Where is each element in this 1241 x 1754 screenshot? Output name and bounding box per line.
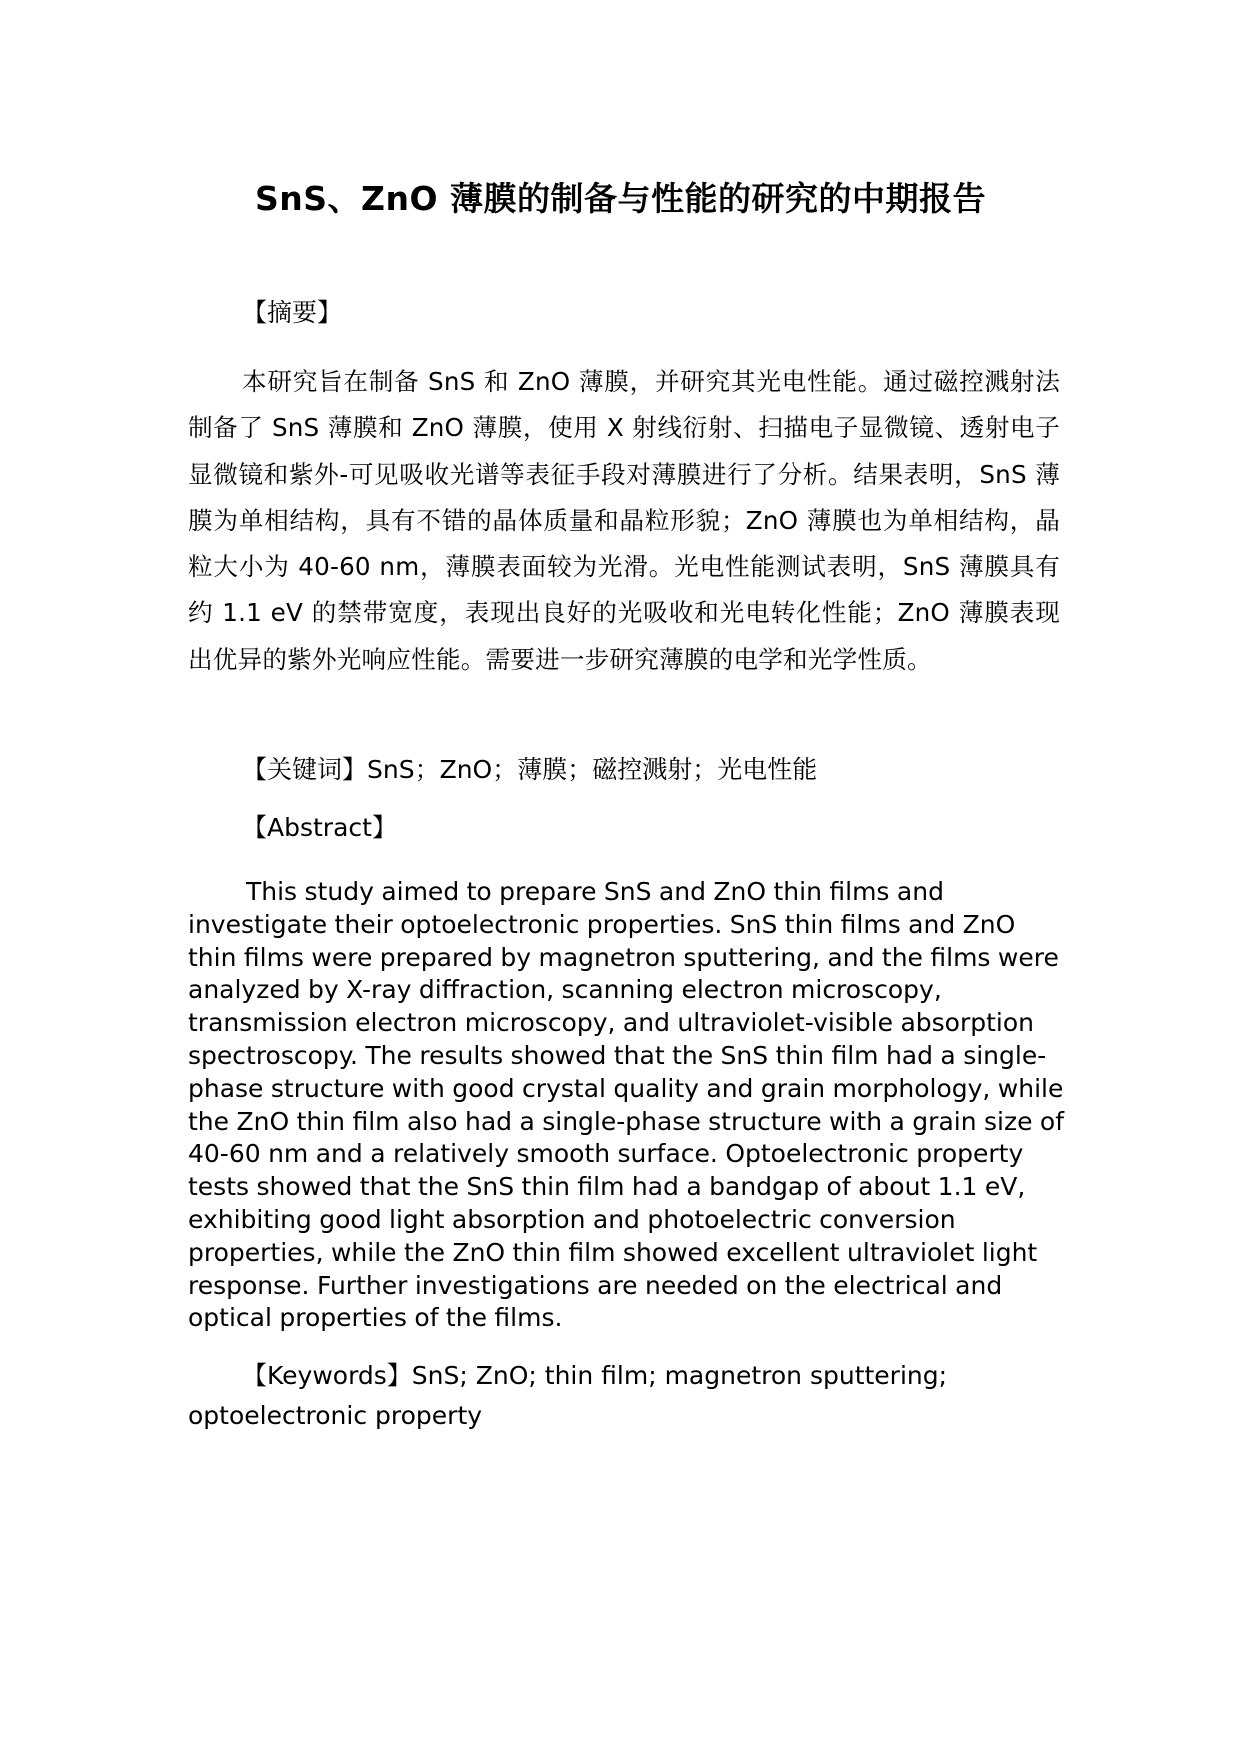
page-title: SnS、ZnO 薄膜的制备与性能的研究的中期报告 (255, 179, 986, 218)
zh-abstract-heading: 【摘要】 (242, 298, 343, 327)
en-abstract-heading: 【Abstract】 (242, 813, 397, 842)
en-keywords-line: 【Keywords】SnS; ZnO; thin film; magnetron sputtering; optoelectronic property (188, 1361, 948, 1430)
en-abstract-paragraph: This study aimed to prepare SnS and ZnO thin films and investigate their optoelectronic properties. SnS thin films and ZnO thin films were prepared by magnetron sputtering, and the films were analyzed by X-ray diffraction, scanning electron microscopy, transmission electron microscopy, and ultraviolet-visible absorption spectroscopy. The results showed that the SnS thin film had a single-phase structure with good crystal quality and grain morphology, while the ZnO thin film also had a single-phase structure with a grain size of 40-60 nm and a relatively smooth surface. Optoelectronic property tests showed that the SnS thin film had a bandgap of about 1.1 eV, exhibiting good light absorption and photoelectric conversion properties, while the ZnO thin film showed excellent ultraviolet light response. Further investigations are needed on the electrical and optical properties of the films. (188, 877, 1065, 1333)
zh-keywords-line: 【关键词】SnS；ZnO；薄膜；磁控溅射；光电性能 (242, 755, 818, 784)
zh-abstract-paragraph: 本研究旨在制备 SnS 和 ZnO 薄膜，并研究其光电性能。通过磁控溅射法制备了 SnS 薄膜和 ZnO 薄膜，使用 X 射线衍射、扫描电子显微镜、透射电子显微镜和紫外-可见吸收光谱等表征手段对薄膜进行了分析。结果表明，SnS 薄膜为单相结构，具有不错的晶体质量和晶粒形貌；ZnO 薄膜也为单相结构，晶粒大小为 40-60 nm，薄膜表面较为光滑。光电性能测试表明，SnS 薄膜具有约 1.1 eV 的禁带宽度，表现出良好的光吸收和光电转化性能；ZnO 薄膜表现出优异的紫外光响应性能。需要进一步研究薄膜的电学和光学性质。 (188, 367, 1060, 674)
